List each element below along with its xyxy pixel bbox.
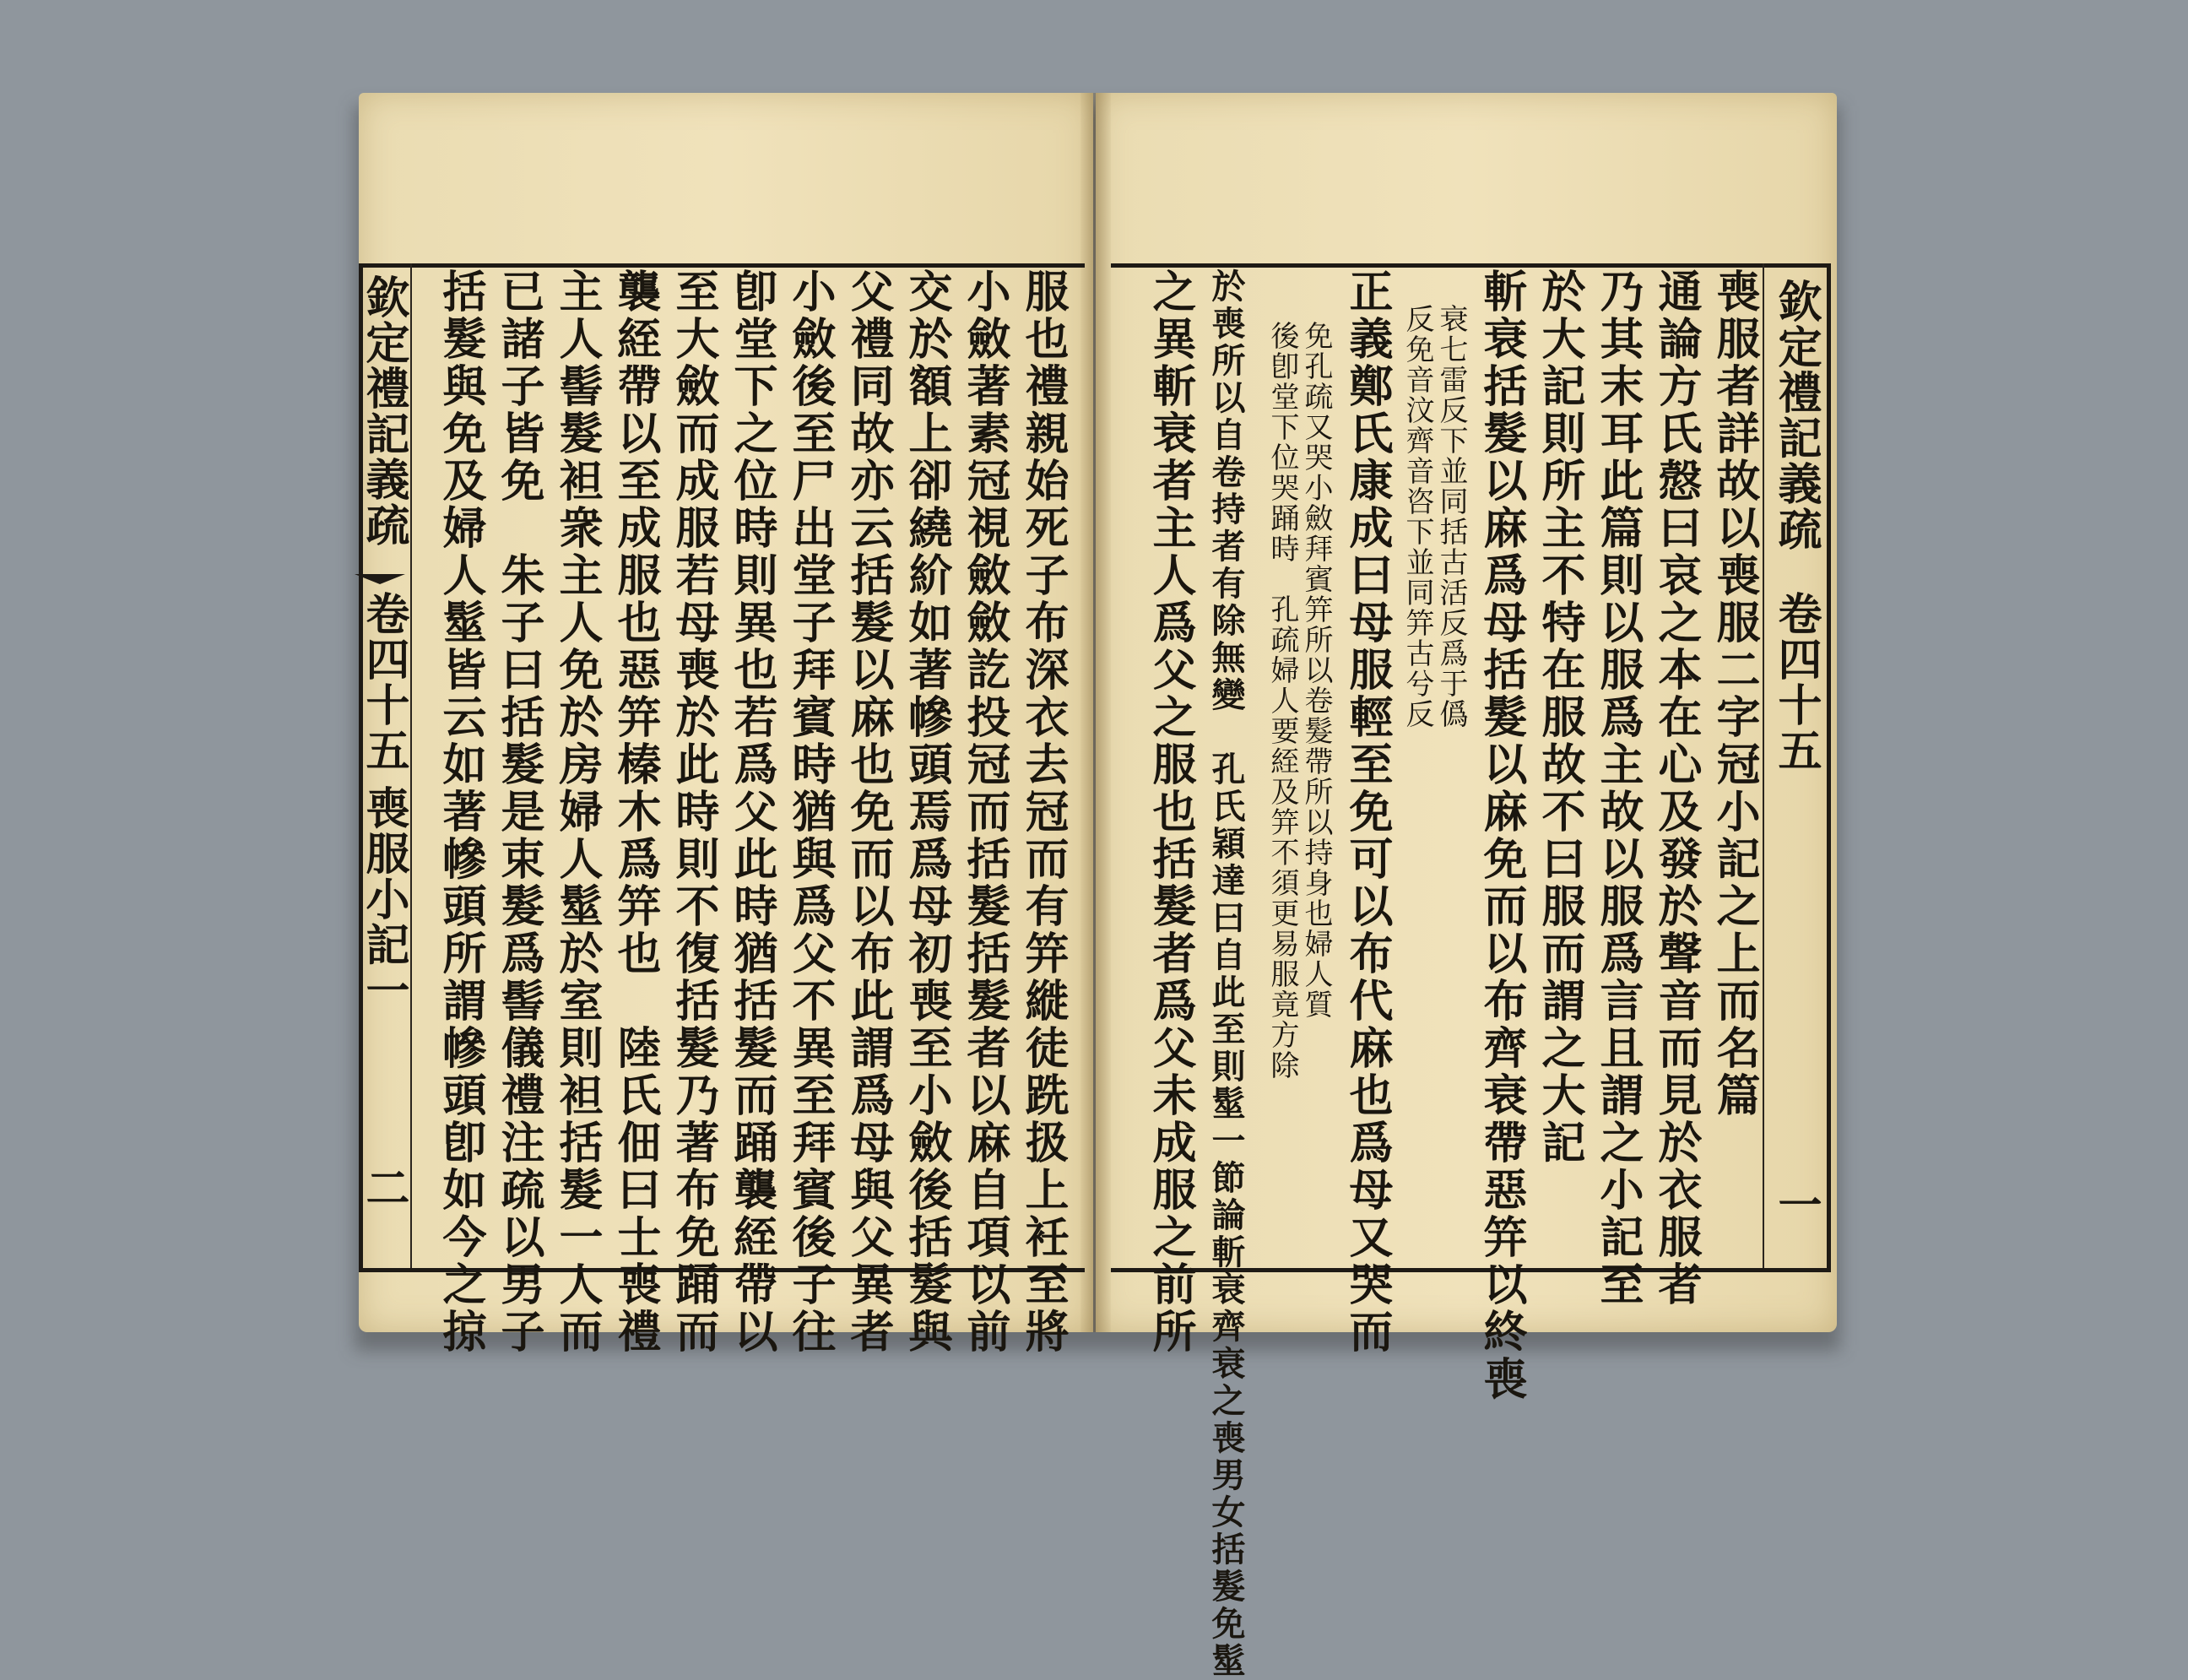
right-note-2: 反免音汶齊音咨下並同笄古兮反 <box>1400 304 1434 729</box>
right-volume: 卷四十五 <box>1770 591 1822 773</box>
right-note-3: 免孔疏又哭小斂拜賓笄所以卷髮帶所以持身也婦人質 <box>1299 321 1333 1020</box>
right-folio: 一 <box>1770 1182 1822 1227</box>
right-banner-rule <box>1763 263 1764 1268</box>
right-column-2: 通論方氏慤曰哀之本在心及發於聲音而見於衣服者 <box>1650 268 1702 1309</box>
left-column-1: 服也禮親始死子布深衣去冠而有笄縰徒跣扱上衽至將 <box>1017 268 1069 1356</box>
right-column-7: 於喪所以自卷持者有除無變 孔氏穎達曰自此至則髽一節論斬衰齊衰之喪男女括髮免髽 <box>1206 268 1246 1680</box>
right-column-3: 乃其末耳此篇則以服爲主故以服爲言且謂之小記至 <box>1592 268 1644 1309</box>
left-banner-title: 欽定禮記義疏 <box>358 274 409 548</box>
right-column-6: 正義鄭氏康成曰母服輕至免可以布代麻也爲母又哭而 <box>1341 268 1393 1356</box>
left-column-6: 卽堂下之位時則異也若爲父此時猶括髮而踊襲絰帶以 <box>726 268 777 1356</box>
left-column-10: 已諸子皆免 朱子曰括髮是束髮爲髻儀禮注疏以男子 <box>493 268 544 1356</box>
left-column-9: 主人髻髮袒衆主人免於房婦人髽於室則袒括髮一人而 <box>551 268 603 1356</box>
right-banner-title: 欽定禮記義疏 <box>1770 279 1822 552</box>
right-column-4: 於大記則所主不特在服故不曰服而謂之大記 <box>1534 268 1585 1167</box>
book-gutter <box>1080 93 1111 1332</box>
left-column-2: 小斂著素冠視斂斂訖投冠而括髮括髮者以麻自項以前 <box>959 268 1010 1356</box>
left-volume: 卷四十五 <box>358 591 409 773</box>
right-note-1: 衰七雷反下並同括古活反爲于僞 <box>1434 304 1468 729</box>
left-column-11: 括髮與免及婦人髽皆云如著幓頭所謂幓頭卽如今之掠 <box>435 268 486 1356</box>
left-folio: 二 <box>358 1165 409 1211</box>
left-banner-rule <box>410 263 412 1268</box>
right-note-4: 後卽堂下位哭踊時 孔疏婦人要絰及笄不須更易服竟方除 <box>1265 321 1299 1081</box>
left-column-5: 小斂後至尸出堂子拜賓時猶與爲父不異至拜賓後子往 <box>784 268 836 1356</box>
left-column-3: 交於額上卻繞紒如著幓頭焉爲母初喪至小斂後括髮與 <box>901 268 952 1356</box>
left-column-8: 襲絰帶以至成服也惡笄榛木爲笄也 陸氏佃曰士喪禮 <box>609 268 661 1356</box>
left-column-7: 至大斂而成服若母喪於此時則不復括髮乃著布免踊而 <box>668 268 719 1356</box>
left-column-4: 父禮同故亦云括髮以麻也免而以布此謂爲母與父異者 <box>842 268 894 1356</box>
left-chapter: 喪服小記一 <box>358 785 409 1013</box>
right-column-1: 喪服者詳故以喪服二字冠小記之上而名篇 <box>1709 268 1760 1119</box>
right-column-5: 斬衰括髮以麻爲母括髮以麻免而以布齊衰帶惡笄以終喪 <box>1476 268 1527 1403</box>
right-column-8: 之異斬衰者主人爲父之服也括髮者爲父未成服之前所 <box>1145 268 1196 1356</box>
